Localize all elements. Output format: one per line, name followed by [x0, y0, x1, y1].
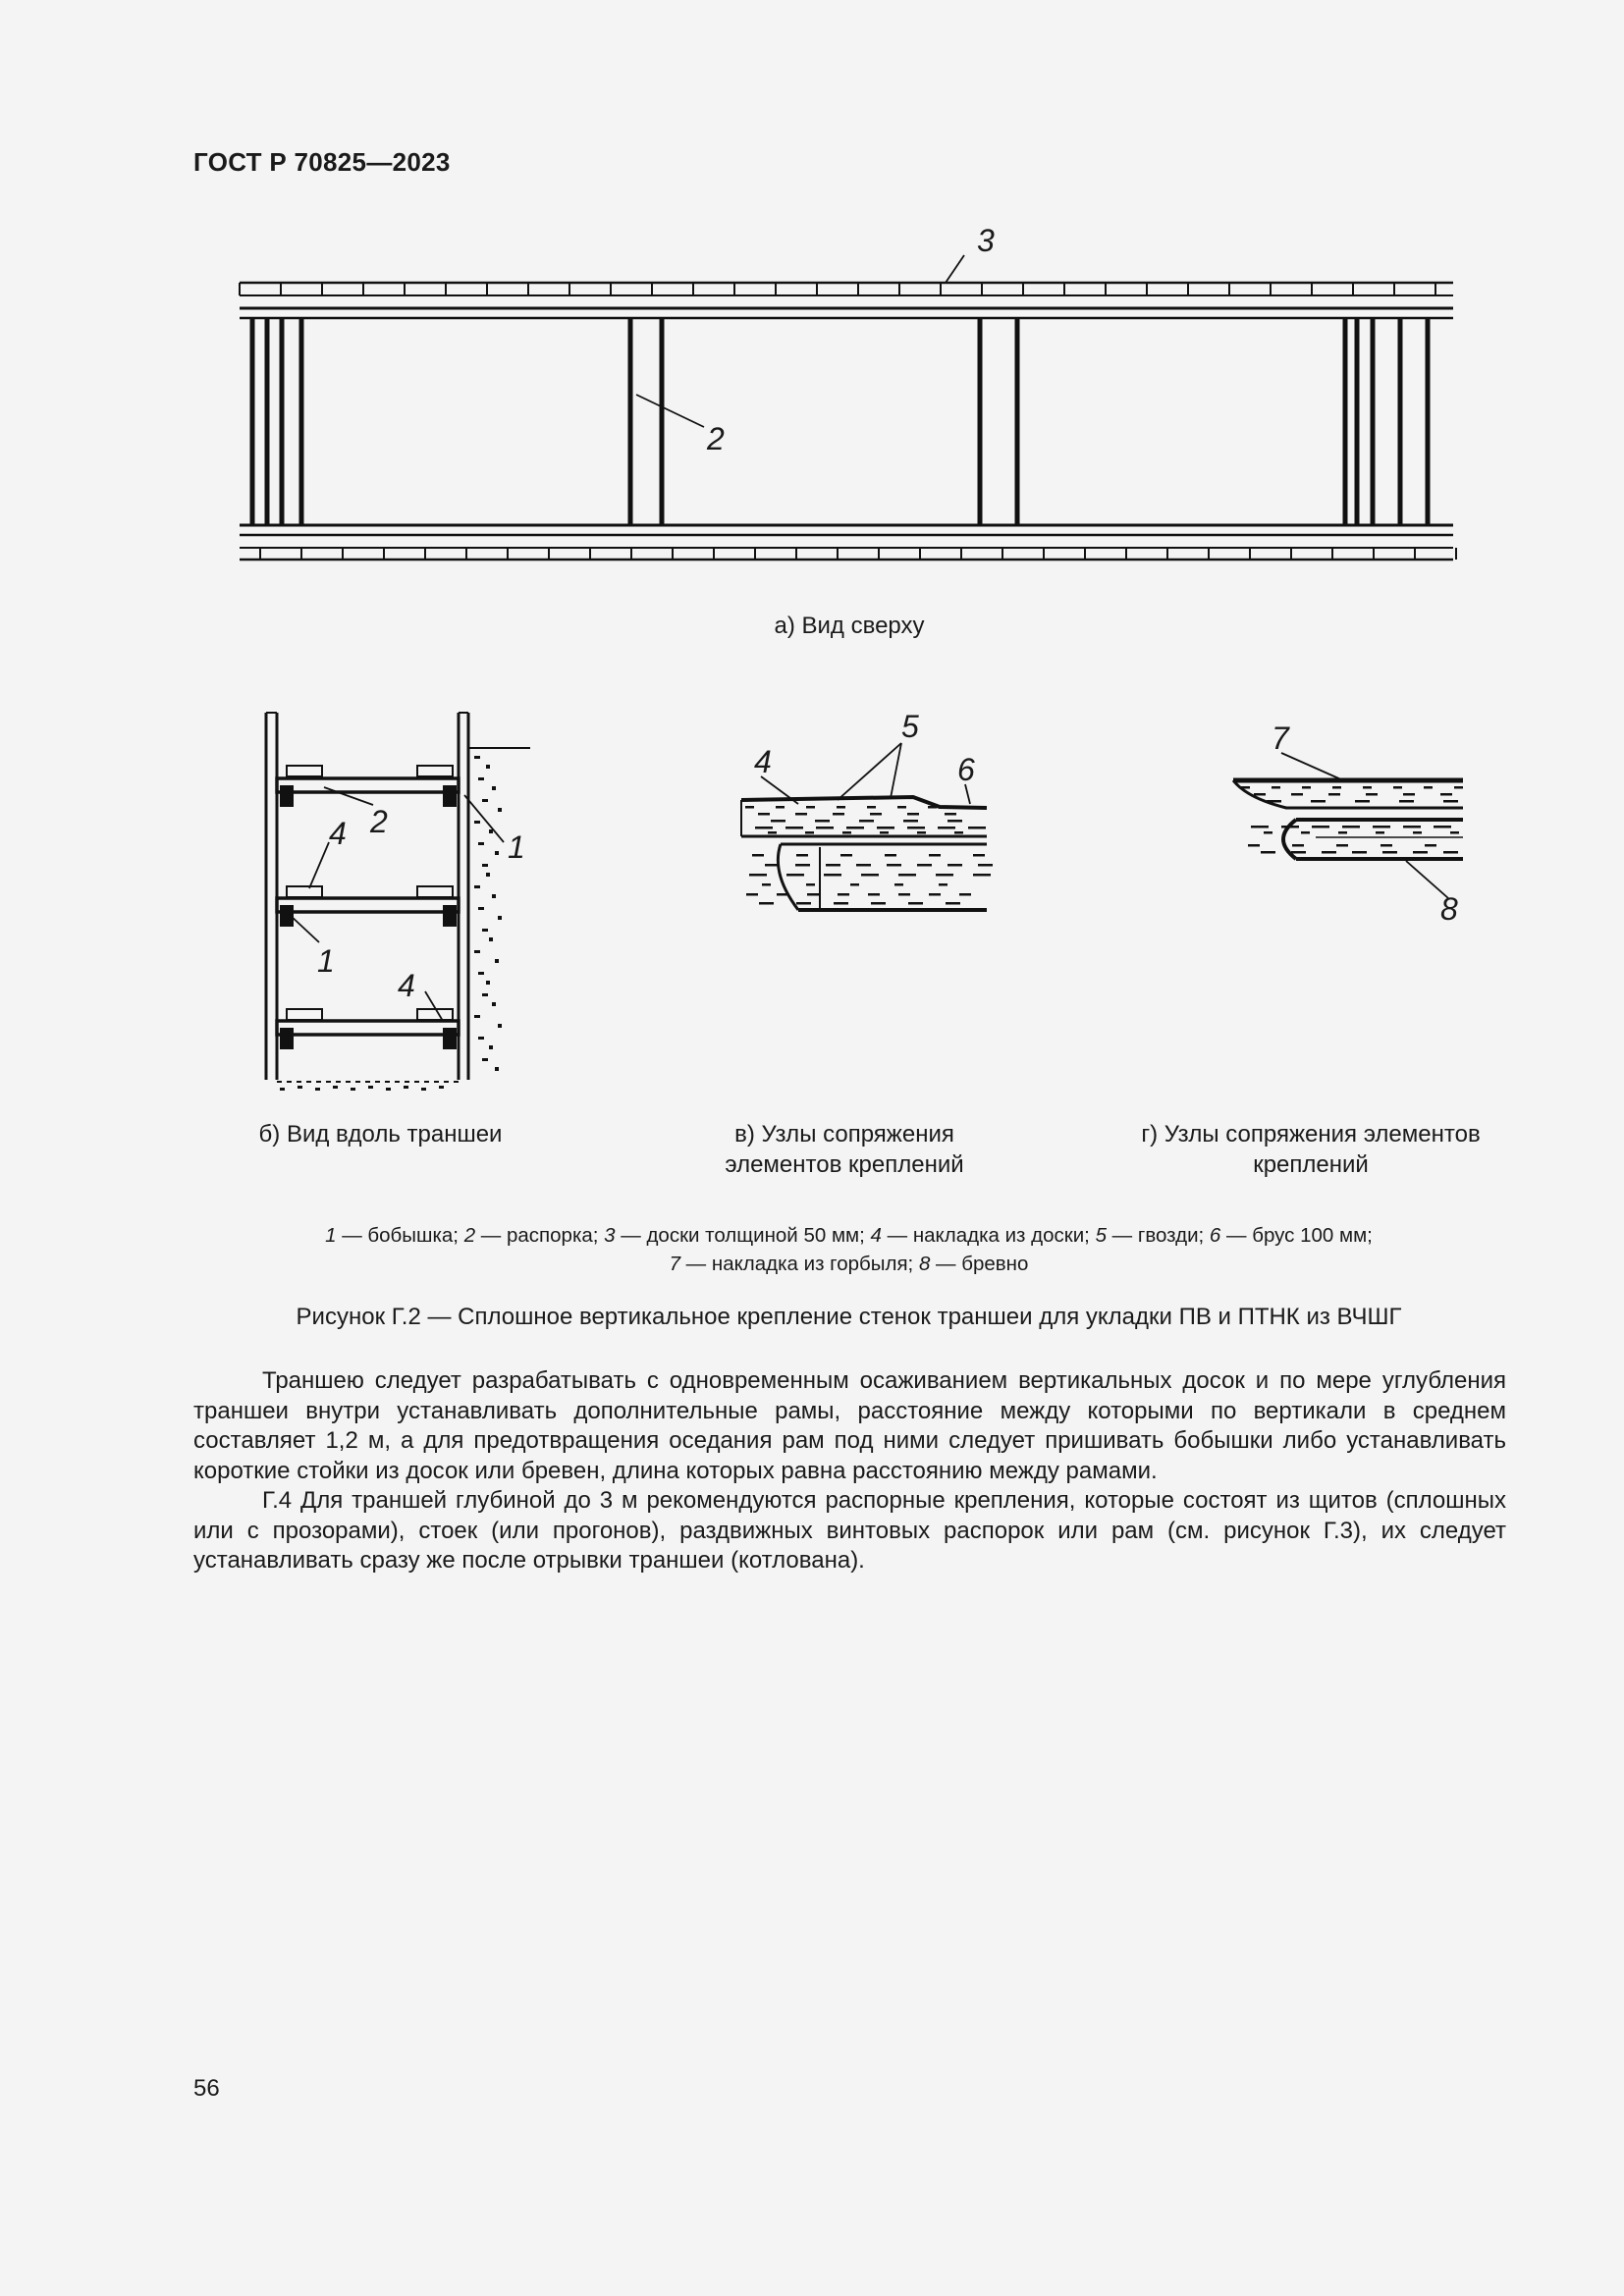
- soil-mark: [498, 916, 502, 920]
- soil-mark: [280, 1088, 285, 1091]
- soil-mark: [482, 799, 488, 802]
- soil-mark: [478, 1037, 484, 1040]
- wood-grain: [1355, 800, 1370, 803]
- wood-grain: [903, 820, 918, 823]
- soil-mark: [478, 842, 484, 845]
- wood-grain: [765, 864, 780, 867]
- soil-mark: [486, 981, 490, 985]
- wood-grain: [946, 902, 960, 905]
- wood-grain: [894, 883, 903, 886]
- soil-mark: [482, 929, 488, 932]
- wood-grain: [1332, 786, 1341, 789]
- figure-title: Рисунок Г.2 — Сплошное вертикальное крепление стенок траншеи для укладки ПВ и ПТНК из ВЧШГ: [296, 1304, 1402, 1330]
- wood-grain: [758, 813, 770, 816]
- wood-grain: [1251, 826, 1269, 828]
- wood-grain: [1336, 844, 1348, 847]
- wood-grain: [1352, 851, 1367, 854]
- wood-grain: [887, 864, 901, 867]
- wood-grain: [776, 806, 785, 809]
- soil-mark: [486, 765, 490, 769]
- wood-grain: [1322, 851, 1336, 854]
- wood-grain: [745, 806, 754, 809]
- wood-grain: [1272, 786, 1280, 789]
- soil-mark: [482, 1058, 488, 1061]
- wood-grain: [1382, 851, 1397, 854]
- wood-grain: [846, 827, 864, 829]
- soil-mark: [315, 1088, 320, 1091]
- wood-grain: [1261, 851, 1275, 854]
- wood-grain: [1302, 786, 1311, 789]
- wood-grain: [795, 813, 807, 816]
- soil-mark: [489, 829, 493, 833]
- soil-mark: [474, 885, 480, 888]
- soil-mark: [474, 756, 480, 759]
- wood-grain: [1440, 793, 1452, 796]
- wood-grain: [978, 864, 993, 867]
- wood-grain: [834, 902, 848, 905]
- wood-grain: [786, 874, 804, 877]
- caption-joint-g-line2: креплений: [1253, 1151, 1369, 1178]
- wood-grain: [785, 827, 803, 829]
- wood-grain: [973, 874, 991, 877]
- wood-grain: [796, 854, 808, 857]
- soil-mark: [495, 1067, 499, 1071]
- wood-grain: [1393, 786, 1402, 789]
- wood-grain: [968, 827, 986, 829]
- wood-grain: [947, 864, 962, 867]
- top-view-figure: [226, 226, 1473, 579]
- caption-joint-v: [687, 1119, 1001, 1180]
- soil-mark: [495, 851, 499, 855]
- soil-mark: [482, 864, 488, 867]
- soil-mark: [404, 1086, 408, 1089]
- wood-grain: [1291, 793, 1303, 796]
- wood-grain: [1301, 831, 1310, 834]
- soil-mark: [439, 1086, 444, 1089]
- soil-mark: [478, 777, 484, 780]
- wood-grain: [1328, 793, 1340, 796]
- label-5-nails: 5: [901, 709, 919, 744]
- wood-grain: [938, 827, 955, 829]
- soil-mark: [474, 1015, 480, 1018]
- caption-joint-v-line2: элементов креплений: [725, 1151, 964, 1178]
- wood-grain: [917, 864, 932, 867]
- soil-mark: [351, 1088, 355, 1091]
- soil-mark: [489, 937, 493, 941]
- soil-mark: [482, 993, 488, 996]
- wood-grain: [898, 874, 916, 877]
- wood-grain: [959, 893, 971, 896]
- wood-grain: [1443, 851, 1458, 854]
- wood-grain: [908, 902, 923, 905]
- wood-grain: [777, 893, 788, 896]
- legend-line-1: 1 — бобышка; 2 — распорка; 3 — доски толщиной 50 мм; 4 — накладка из доски; 5 — гвозди; 6 — брус 100 мм;: [325, 1224, 1373, 1247]
- wood-grain: [1413, 851, 1428, 854]
- wood-grain: [867, 806, 876, 809]
- soil-mark: [368, 1086, 373, 1089]
- wood-grain: [1241, 786, 1250, 789]
- wood-grain: [1425, 844, 1436, 847]
- wood-grain: [868, 893, 880, 896]
- wood-grain: [746, 893, 758, 896]
- soil-mark: [495, 959, 499, 963]
- wood-grain: [929, 854, 941, 857]
- wood-grain: [842, 831, 851, 834]
- wood-grain: [1292, 844, 1304, 847]
- wood-grain: [880, 831, 889, 834]
- wood-grain: [1363, 786, 1372, 789]
- wood-grain: [1443, 800, 1458, 803]
- wood-grain: [856, 864, 871, 867]
- wood-grain: [1267, 800, 1281, 803]
- wood-grain: [1450, 831, 1459, 834]
- wood-grain: [861, 874, 879, 877]
- wood-grain: [752, 854, 764, 857]
- wood-grain: [1403, 826, 1421, 828]
- wood-grain: [973, 854, 985, 857]
- soil-mark: [298, 1086, 302, 1089]
- wood-grain: [1399, 800, 1414, 803]
- document-header: ГОСТ Р 70825—2023: [193, 147, 451, 177]
- soil-mark: [474, 821, 480, 824]
- label-1-boss-left: 1: [317, 943, 335, 979]
- label-4-pad-joint: 4: [754, 744, 772, 779]
- wood-grain: [1254, 793, 1266, 796]
- wood-grain: [1454, 786, 1463, 789]
- wood-grain: [898, 893, 910, 896]
- soil-mark: [333, 1086, 338, 1089]
- soil-mark: [478, 972, 484, 975]
- wood-grain: [759, 902, 774, 905]
- wood-grain: [805, 831, 814, 834]
- wood-grain: [1312, 826, 1329, 828]
- soil-mark: [492, 786, 496, 790]
- paragraph-1: Траншею следует разрабатывать с одновременным осаживанием вертикальных досок и по мере углубления траншеи внутри устанавливать дополнительные рамы, расстояние между которыми по вертикали в среднем составляет 1,2 м, а для предотвращения оседания рам под ними следует пришивать бобышки либо устанавливать короткие стойки из досок или бревен, длина которых равна расстоянию между рамами.: [193, 1367, 1506, 1484]
- wood-grain: [907, 827, 925, 829]
- wood-grain: [1434, 826, 1451, 828]
- wood-grain: [796, 902, 811, 905]
- wood-grain: [755, 827, 773, 829]
- joint-detail-g-figure: [1227, 712, 1483, 937]
- paragraph-2: Г.4 Для траншей глубиной до 3 м рекомендуются распорные крепления, которые состоят из щитов (сплошных или с прозорами), стоек (или прогонов), раздвижных винтовых распорок или рам (см. рисунок Г.3), их следует устанавливать сразу же после отрывки траншеи (котлована).: [193, 1487, 1506, 1574]
- wood-grain: [833, 813, 844, 816]
- soil-mark: [474, 950, 480, 953]
- wood-grain: [877, 827, 894, 829]
- wood-grain: [1424, 786, 1433, 789]
- wood-grain: [929, 893, 941, 896]
- caption-joint-v-line1: в) Узлы сопряжения: [734, 1121, 954, 1148]
- soil-mark: [489, 1045, 493, 1049]
- wood-grain: [768, 831, 777, 834]
- wood-grain: [897, 806, 906, 809]
- wood-grain: [907, 813, 919, 816]
- label-4-pad-upper: 4: [329, 816, 347, 851]
- label-7-slab-pad: 7: [1272, 721, 1289, 756]
- wood-grain: [939, 883, 947, 886]
- wood-grain: [928, 806, 937, 809]
- soil-mark: [386, 1088, 391, 1091]
- wood-grain: [954, 831, 963, 834]
- wood-grain: [806, 806, 815, 809]
- wood-grain: [840, 854, 852, 857]
- label-2-strut-side: 2: [370, 804, 388, 839]
- wood-grain: [762, 883, 771, 886]
- soil-mark: [421, 1088, 426, 1091]
- page-number: 56: [193, 2075, 220, 2102]
- wood-grain: [1264, 831, 1272, 834]
- caption-top-view: а) Вид сверху: [774, 613, 925, 639]
- wood-grain: [815, 820, 830, 823]
- wood-grain: [806, 883, 815, 886]
- wood-grain: [936, 874, 953, 877]
- soil-mark: [492, 894, 496, 898]
- wood-grain: [749, 874, 767, 877]
- wood-grain: [1403, 793, 1415, 796]
- wood-grain: [1338, 831, 1347, 834]
- soil-mark: [498, 1024, 502, 1028]
- wood-grain: [958, 806, 967, 809]
- side-view-figure: [250, 697, 555, 1099]
- soil-mark: [486, 873, 490, 877]
- wood-grain: [1380, 844, 1392, 847]
- wood-grain: [824, 874, 841, 877]
- wood-grain: [771, 820, 785, 823]
- wood-grain: [1413, 831, 1422, 834]
- wood-grain: [837, 806, 845, 809]
- wood-grain: [1376, 831, 1384, 834]
- wood-grain: [917, 831, 926, 834]
- wood-grain: [816, 827, 834, 829]
- label-8-log: 8: [1440, 891, 1458, 927]
- wood-grain: [1281, 826, 1299, 828]
- wood-grain: [870, 813, 882, 816]
- wood-grain: [1311, 800, 1326, 803]
- body-text: [193, 1366, 1506, 1576]
- wood-grain: [1291, 851, 1306, 854]
- wood-grain: [871, 902, 886, 905]
- caption-joint-g-line1: г) Узлы сопряжения элементов: [1141, 1121, 1481, 1148]
- wood-grain: [945, 813, 956, 816]
- wood-grain: [947, 820, 962, 823]
- soil-mark: [478, 907, 484, 910]
- soil-mark: [498, 808, 502, 812]
- label-1-boss-right: 1: [508, 829, 525, 865]
- caption-side-view: б) Вид вдоль траншеи: [258, 1121, 503, 1148]
- wood-grain: [795, 864, 810, 867]
- figure-legend: [193, 1221, 1504, 1278]
- joint-detail-v-figure: [722, 702, 1006, 928]
- soil-mark: [492, 1002, 496, 1006]
- caption-joint-g: [1110, 1119, 1512, 1180]
- wood-grain: [1342, 826, 1360, 828]
- label-6-beam: 6: [957, 752, 975, 787]
- label-4-pad-lower: 4: [398, 968, 415, 1003]
- wood-grain: [850, 883, 859, 886]
- label-3-boards: 3: [977, 226, 995, 258]
- label-2-strut: 2: [707, 421, 725, 456]
- wood-grain: [807, 893, 819, 896]
- wood-grain: [1248, 844, 1260, 847]
- wood-grain: [838, 893, 849, 896]
- wood-grain: [885, 854, 896, 857]
- wood-grain: [826, 864, 840, 867]
- wood-grain: [859, 820, 874, 823]
- legend-line-2: 7 — накладка из горбыля; 8 — бревно: [669, 1253, 1029, 1275]
- wood-grain: [1366, 793, 1378, 796]
- wood-grain: [1373, 826, 1390, 828]
